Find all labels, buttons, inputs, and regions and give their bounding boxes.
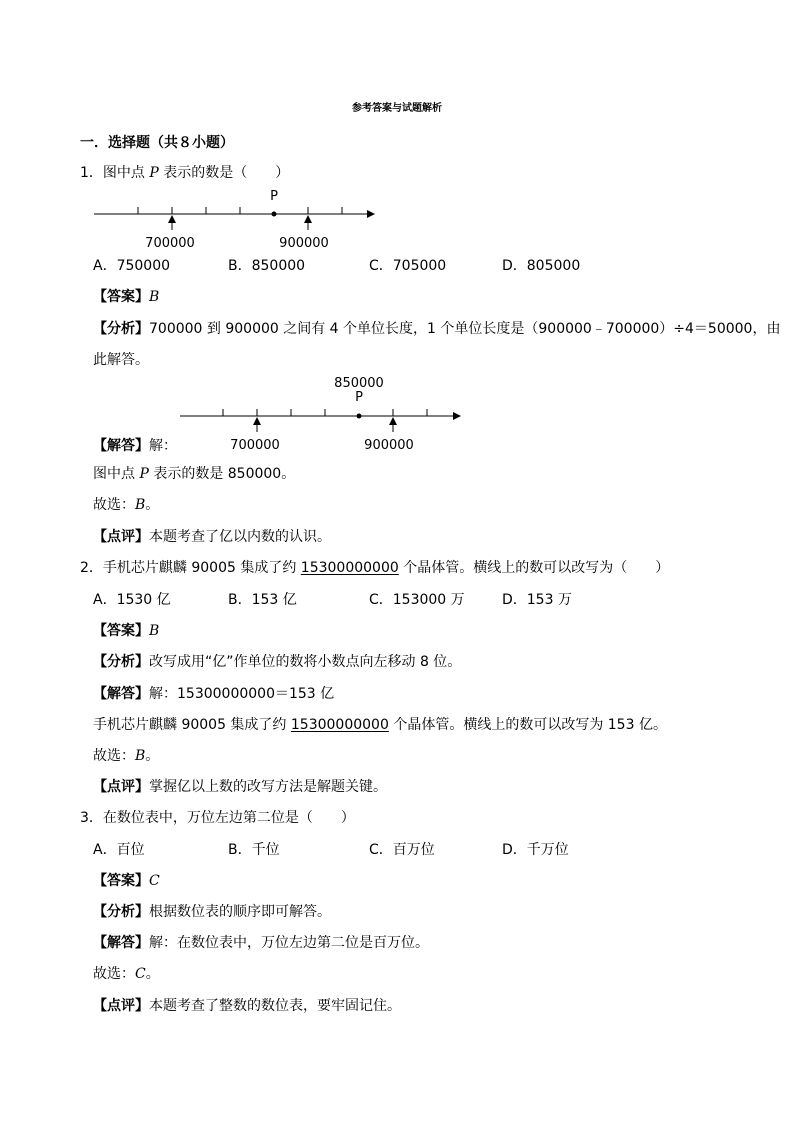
q2-option-c[interactable]: C．153000 万: [369, 592, 465, 608]
q1-option-d[interactable]: D．805000: [502, 258, 581, 274]
q1-option-b[interactable]: B．850000: [228, 258, 306, 274]
section-heading: 一．选择题（共８小题）: [80, 135, 234, 151]
q2-solution: 【解答】解：15300000000＝153 亿: [93, 686, 335, 702]
point-label: P: [355, 390, 363, 405]
point-p: [272, 212, 277, 217]
q2-analysis: 【分析】改写成用“亿”作单位的数将小数点向左移动 8 位。: [93, 654, 462, 670]
q3-solution: 【解答】解：在数位表中，万位左边第二位是百万位。: [93, 935, 429, 951]
left-value-label: 700000: [230, 438, 280, 453]
q1-analysis-cont: 此解答。: [93, 352, 149, 368]
point-p: [357, 414, 362, 419]
number-line-question: [90, 186, 390, 252]
point-label: P: [270, 189, 278, 204]
q3-comment: 【点评】本题考查了整数的数位表，要牢固记住。: [93, 998, 401, 1014]
right-value-label: 900000: [279, 236, 329, 251]
question-1-stem: 1．图中点 P 表示的数是（ ）: [80, 165, 290, 181]
q3-analysis: 【分析】根据数位表的顺序即可解答。: [93, 904, 331, 920]
q2-option-b[interactable]: B．153 亿: [228, 592, 297, 608]
q3-answer: 【答案】C: [93, 873, 160, 889]
q2-choice: 故选：B。: [93, 748, 160, 764]
q1-solution-text: 图中点 P 表示的数是 850000。: [93, 466, 296, 482]
number-line-solution: [176, 372, 466, 454]
q3-option-c[interactable]: C．百万位: [369, 842, 435, 858]
q3-option-a[interactable]: A．百位: [93, 842, 145, 858]
question-2-stem: 2．手机芯片麒麟 90005 集成了约 15300000000 个晶体管。横线上的数可以改写为（ ）: [80, 560, 670, 576]
right-value-label: 900000: [364, 438, 414, 453]
q3-option-d[interactable]: D．千万位: [502, 842, 569, 858]
q1-solution: 【解答】解：: [93, 438, 177, 454]
question-3-stem: 3．在数位表中，万位左边第二位是（ ）: [80, 810, 355, 826]
q3-choice: 故选：C。: [93, 966, 160, 982]
variable-p: P: [149, 165, 159, 181]
q1-option-a[interactable]: A．750000: [93, 258, 171, 274]
q3-option-b[interactable]: B．千位: [228, 842, 280, 858]
q1-answer: 【答案】B: [93, 289, 160, 305]
q2-answer: 【答案】B: [93, 623, 160, 639]
q1-analysis: 【分析】700000 到 900000 之间有 4 个单位长度，1 个单位长度是（900000﹣700000）÷4＝50000，由: [93, 321, 781, 337]
q1-option-c[interactable]: C．705000: [369, 258, 447, 274]
q1-comment: 【点评】本题考查了亿以内数的认识。: [93, 529, 331, 545]
q1-choice: 故选：B。: [93, 497, 160, 513]
page-title: 参考答案与试题解析: [352, 103, 442, 114]
answer-value-label: 850000: [334, 376, 384, 391]
left-value-label: 700000: [145, 236, 195, 251]
q2-solution-text: 手机芯片麒麟 90005 集成了约 15300000000 个晶体管。横线上的数可以改写为 153 亿。: [93, 717, 667, 733]
q2-option-d[interactable]: D．153 万: [502, 592, 572, 608]
underlined-number: 15300000000: [300, 560, 399, 576]
q2-comment: 【点评】掌握亿以上数的改写方法是解题关键。: [93, 779, 387, 795]
q2-option-a[interactable]: A．1530 亿: [93, 592, 171, 608]
